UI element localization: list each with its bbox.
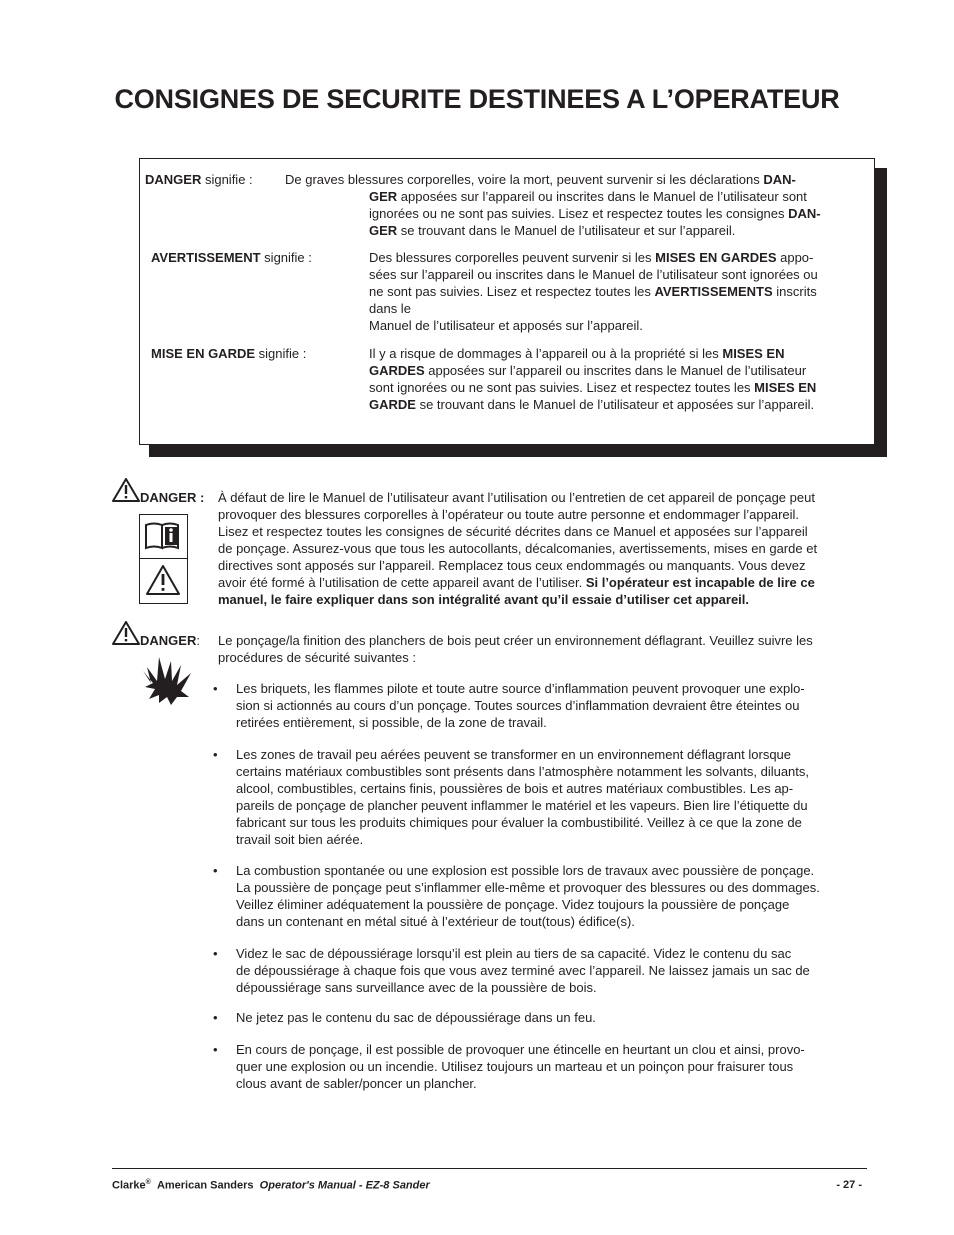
danger-label: DANGER : xyxy=(140,490,205,505)
list-item-line: La poussière de ponçage peut s’inflammer elle-même et provoquer des blessures ou des dommages. xyxy=(236,880,820,895)
warning-triangle-icon xyxy=(145,564,181,596)
list-item-line: Videz le sac de dépoussiérage lorsqu’il est plein au tiers de sa capacité. Videz le contenu du sac xyxy=(236,946,792,961)
list-item-text xyxy=(236,746,868,848)
safety-icons-panel xyxy=(139,514,188,604)
list-item-line: alcool, combustibles, certains finis, poussières de bois et autres matériaux combustibles. Les ap- xyxy=(236,781,794,796)
list-item-line: La combustion spontanée ou une explosion est possible lors de travaux avec poussière de ponçage. xyxy=(236,863,815,878)
footer-page-number: - 27 - xyxy=(836,1179,862,1191)
bullet-icon: • xyxy=(213,946,218,961)
panel-divider xyxy=(140,558,187,559)
list-item-line: de dépoussiérage à chaque fois que vous avez terminé avec l’appareil. Ne laissez jamais un sac de xyxy=(236,963,810,978)
list-item-line: sion si actionnés au cours d’un ponçage. Toutes sources d’inflammation devraient être éteintes ou xyxy=(236,698,800,713)
list-item-line: travail soit bien aérée. xyxy=(236,832,364,847)
danger1-text: À défaut de lire le Manuel de l’utilisateur avant l’utilisation ou l’entretien de cet appareil de ponçage peut provoquer des blessures corporelles à l’opérateur ou toute autre personne et endommager l’appareil. Lisez et respectez toutes les consignes de sécurité décrites dans ce Manuel et apposées sur l’appareil de ponçage. Assurez-vous que tous les autocollants, décalcomanies, avertissements, mises en garde et directives sont apposés sur l’appareil. Remplacez tous ceux endommagés ou manquants. Vous devez avoir été formé à l’utilisation de cette appareil avant de l’utiliser. Si l’opérateur est incapable de lire ce manuel, le faire expliquer dans son intégralité avant qu’il essaie d’utiliser cet appareil. xyxy=(218,490,818,607)
list-item-line: En cours de ponçage, il est possible de provoquer une étincelle en heurtant un clou et ainsi, provo- xyxy=(236,1042,805,1057)
list-item-line: certains matériaux combustibles sont présents dans l’atmosphère notamment les solvants, diluants, xyxy=(236,764,810,779)
definition-text: Il y a risque de dommages à l’appareil ou à la propriété si les MISES EN GARDES apposées sur l’appareil ou inscrites dans le Manuel de l’utilisateur sont ignorées ou ne sont pas suivies. Lisez et respectez toutes les MISES EN GARDE se trouvant dans le Manuel de l’utilisateur et apposées sur l’appareil. xyxy=(369,346,817,412)
footer-company: American Sanders xyxy=(156,1179,254,1192)
list-item-line: fabricant sur tous les produits chimiques pour évaluer la combustibilité. Veillez à ce que la zone de xyxy=(236,815,802,830)
list-item-line: Les briquets, les flammes pilote et toute autre source d’inflammation peuvent provoquer une explo- xyxy=(236,681,805,696)
definition-term: MISE EN GARDE signifie : xyxy=(151,346,307,361)
list-item-line: dans un contenant en métal situé à l’extérieur de tout(tous) édifice(s). xyxy=(236,914,635,929)
list-item-line: Les zones de travail peu aérées peuvent se transformer en un environnement déflagrant lorsque xyxy=(236,747,792,762)
danger-label: DANGER: xyxy=(140,633,200,648)
list-item-line: Veillez éliminer adéquatement la poussière de ponçage. Videz toujours la poussière de ponçage xyxy=(236,897,790,912)
list-item-line: pareils de ponçage de plancher peuvent inflammer le matériel et les vapeurs. Bien lire l’étiquette du xyxy=(236,798,808,813)
warning-triangle-icon xyxy=(112,621,140,645)
list-item-text xyxy=(236,1009,868,1026)
danger2-text: Le ponçage/la finition des planchers de bois peut créer un environnement déflagrant. Veuillez suivre les procédures de sécurité suivantes : xyxy=(218,633,813,665)
bullet-icon: • xyxy=(213,681,218,696)
list-item-text xyxy=(236,945,868,996)
list-item-text xyxy=(236,862,868,930)
definition-text: Des blessures corporelles peuvent survenir si les MISES EN GARDES appo- sées sur l’appareil ou inscrites dans le Manuel de l’utilisateur sont ignorées ou ne sont pas suivies. Lisez et respectez toutes les AVERTISSEMENTS inscrits dans le Manuel de l’utilisateur et apposés sur l’appareil. xyxy=(369,250,818,333)
explosion-icon xyxy=(141,653,193,707)
page-title: CONSIGNES DE SECURITE DESTINEES A L’OPERATEUR xyxy=(114,84,840,114)
footer-manual: Operator's Manual - EZ-8 Sander xyxy=(259,1179,430,1192)
bullet-icon: • xyxy=(213,747,218,762)
bullet-icon: • xyxy=(213,1042,218,1057)
list-item-text xyxy=(236,1041,868,1092)
footer-left: Clarke® American Sanders Operator's Manual - EZ-8 Sander xyxy=(112,1179,430,1192)
bullet-icon: • xyxy=(213,1010,218,1025)
definition-text: De graves blessures corporelles, voire la mort, peuvent survenir si les déclarations DAN- xyxy=(285,172,796,187)
list-item-line: retirées entièrement, si possible, de la zone de travail. xyxy=(236,715,547,730)
list-item-line: Ne jetez pas le contenu du sac de dépoussiérage dans un feu. xyxy=(236,1010,596,1025)
read-manual-icon xyxy=(144,521,182,551)
bullet-icon: • xyxy=(213,863,218,878)
definition-term: AVERTISSEMENT signifie : xyxy=(151,250,312,265)
footer-brand: Clarke xyxy=(112,1179,146,1192)
warning-triangle-icon xyxy=(112,478,140,502)
definition-text-cont: GER apposées sur l’appareil ou inscrites dans le Manuel de l’utilisateur sont ignorées ou ne sont pas suivies. Lisez et respectez toutes les consignes DAN- GER se trouvant dans le Manuel de l’utilisateur et sur l’appareil. xyxy=(369,189,821,238)
definition-term: DANGER signifie : xyxy=(145,172,253,187)
footer-rule xyxy=(112,1168,867,1169)
list-item-text xyxy=(236,680,868,731)
list-item-line: quer une explosion ou un incendie. Utilisez toujours un marteau et un poinçon pour fraisurer tous xyxy=(236,1059,794,1074)
list-item-line: clous avant de sabler/poncer un plancher. xyxy=(236,1076,477,1091)
list-item-line: dépoussiérage sans surveillance avec de la poussière de bois. xyxy=(236,980,597,995)
